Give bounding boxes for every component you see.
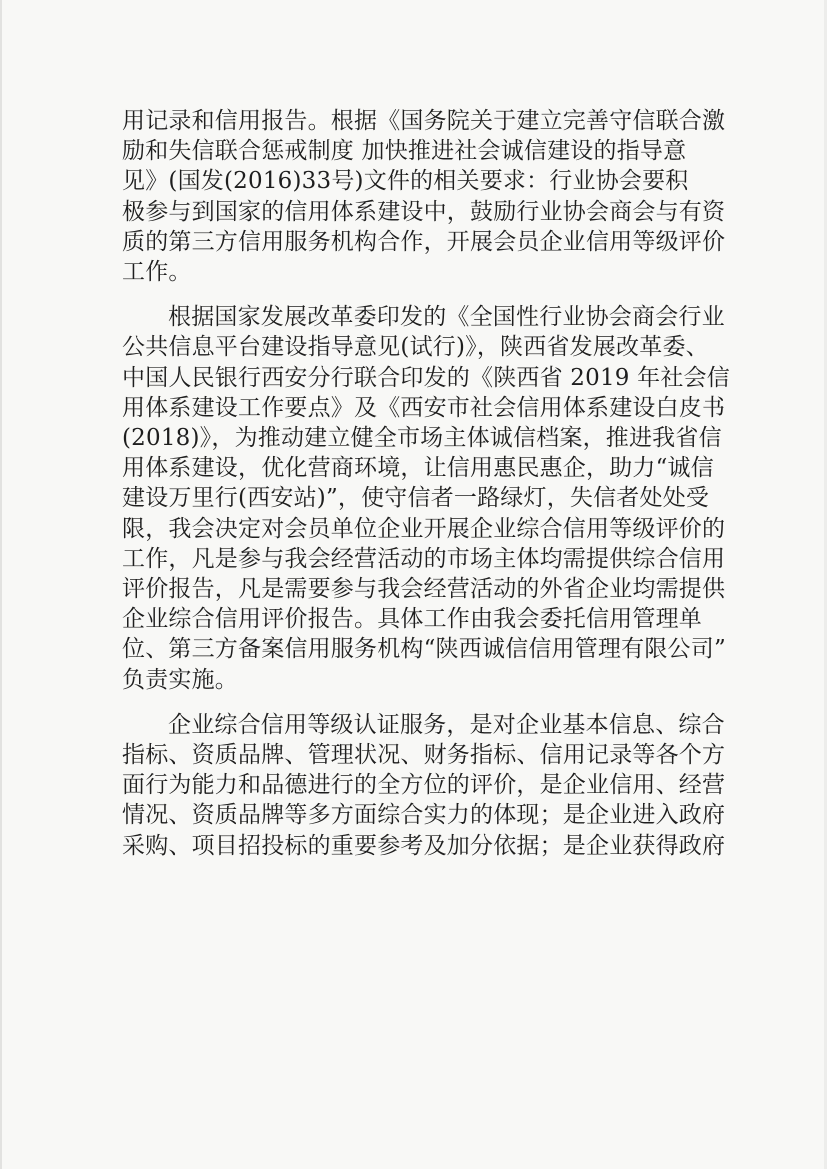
text-line: 公共信息平台建设指导意见(试行)》，陕西省发展改革委、 (122, 334, 709, 361)
text-line: 负责实施。 (122, 666, 238, 693)
text-line: 质的第三方信用服务机构合作，开展会员企业信用等级评价 (122, 228, 726, 255)
paragraph-2 (122, 302, 730, 695)
text-line: 励和失信联合惩戒制度 加快推进社会诚信建设的指导意 (122, 138, 687, 165)
text-line: 企业综合信用等级认证服务，是对企业基本信息、综合 (168, 711, 725, 738)
text-line: 位、第三方备案信用服务机构“陕西诚信信用管理有限公司” (122, 636, 726, 663)
text-line: 评价报告，凡是需要参与我会经营活动的外省企业均需提供 (122, 576, 726, 603)
text-line: 工作。 (122, 259, 192, 286)
text-line: 情况、资质品牌等多方面综合实力的体现；是企业进入政府 (122, 802, 726, 829)
text-line: 中国人民银行西安分行联合印发的《陕西省 2019 年社会信 (122, 364, 730, 391)
text-line: 采购、项目招投标的重要参考及加分依据；是企业获得政府 (122, 832, 726, 859)
text-line: 指标、资质品牌、管理状况、财务指标、信用记录等各个方 (122, 742, 726, 769)
text-line: 面行为能力和品德进行的全方位的评价，是企业信用、经营 (122, 772, 726, 799)
text-line: 工作，凡是参与我会经营活动的市场主体均需提供综合信用 (122, 545, 726, 572)
scan-edge (0, 0, 2, 1169)
text-line: 建设万里行(西安站)”，使守信者一路绿灯，失信者处处受 (122, 485, 710, 512)
text-line: 限，我会决定对会员单位企业开展企业综合信用等级评价的 (122, 515, 726, 542)
text-line: 用体系建设，优化营商环境，让信用惠民惠企，助力“诚信 (122, 455, 714, 482)
text-line: 用体系建设工作要点》及《西安市社会信用体系建设白皮书 (122, 394, 726, 421)
text-line: 用记录和信用报告。根据《国务院关于建立完善守信联合激 (122, 108, 726, 134)
text-line: (2018)》，为推动建立健全市场主体诚信档案，推进我省信 (122, 425, 722, 452)
text-line: 企业综合信用评价报告。具体工作由我会委托信用管理单 (122, 606, 702, 633)
text-line: 见》(国发(2016)33号)文件的相关要求：行业协会要积 (122, 168, 689, 195)
text-line: 极参与到国家的信用体系建设中，鼓励行业协会商会与有资 (122, 198, 726, 225)
text-line: 根据国家发展改革委印发的《全国性行业协会商会行业 (168, 304, 725, 331)
paragraph-1 (122, 106, 726, 287)
paragraph-3 (122, 710, 726, 861)
document-body (122, 106, 730, 876)
